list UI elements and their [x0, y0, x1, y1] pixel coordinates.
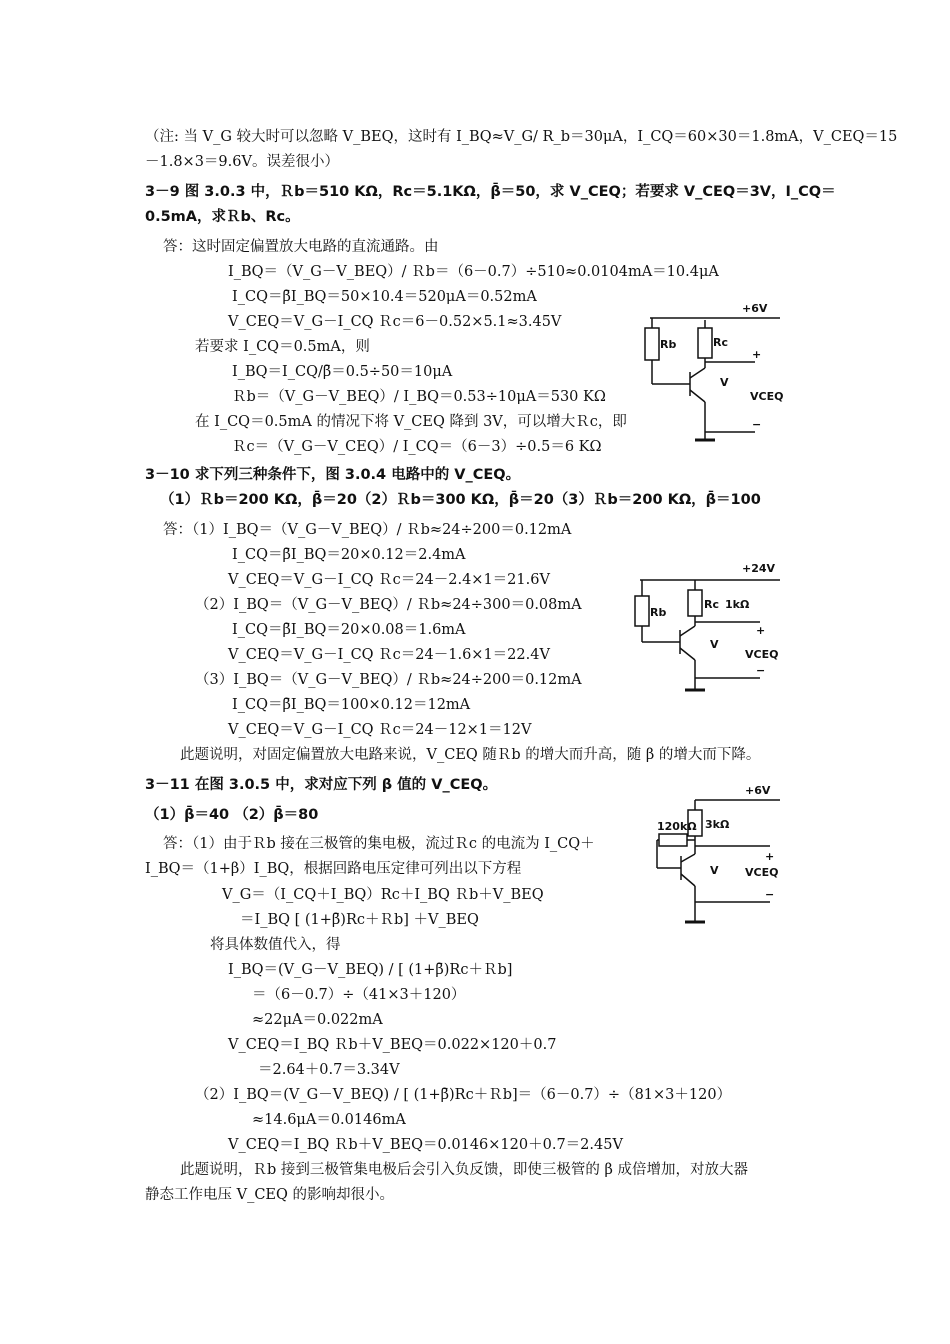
equation-line: V_CEQ＝I_BQ Ｒb＋V_BEQ＝0.022×120＋0.7 [228, 1037, 557, 1053]
question-heading: （1）β̄＝40 （2）β̄＝80 [145, 807, 319, 823]
circuit-figure-3-0-5 [655, 782, 785, 932]
v-label: V [710, 864, 719, 877]
supply-label: +6V [742, 302, 768, 315]
circuit-figure-3-0-3 [640, 300, 790, 450]
rb-value: 120kΩ [657, 820, 697, 833]
supply-label: +24V [742, 562, 776, 575]
question-heading: 0.5mA，求Ｒb、Rc。 [145, 209, 300, 225]
equation-line: I_CQ＝β̄I_BQ＝50×10.4＝520μA＝0.52mA [232, 289, 537, 305]
vceq-label: VCEQ [745, 866, 779, 879]
text-line: 答：（1）由于Ｒb 接在三极管的集电极，流过Ｒc 的电流为 I_CQ＋ [163, 836, 595, 852]
circuit-figure-3-0-4 [630, 560, 790, 700]
question-heading: （1）Ｒb＝200 KΩ，β̄＝20（2）Ｒb＝300 KΩ，β̄＝20（3）Ｒb＝200 KΩ，β̄＝100 [160, 492, 761, 508]
minus-sign: − [752, 418, 762, 431]
rc-label: Rc [713, 336, 728, 349]
equation-line: V_CEQ＝V_G－I_CQ Ｒc＝24－2.4×1＝21.6V [228, 572, 550, 588]
minus-sign: − [765, 888, 775, 901]
equation-line: Ｒb＝（V_G－V_BEQ）/ I_BQ＝0.53÷10μA＝530 KΩ [232, 389, 606, 405]
equation-line: Ｒc＝（V_G－V_CEQ）/ I_CQ＝（6－3）÷0.5＝6 KΩ [232, 439, 602, 455]
equation-line: ≈22μA＝0.022mA [252, 1012, 383, 1028]
equation-line: I_BQ＝（V_G－V_BEQ）/ Ｒb＝（6－0.7）÷510≈0.0104mA＝10.4μA [228, 264, 719, 280]
equation-line: I_CQ＝β̄I_BQ＝100×0.12＝12mA [232, 697, 471, 713]
vceq-label: VCEQ [750, 390, 784, 403]
equation-line: I_CQ＝β̄I_BQ＝20×0.12＝2.4mA [232, 547, 466, 563]
question-heading: 3－11 在图 3.0.5 中，求对应下列 β 值的 V_CEQ。 [145, 777, 498, 793]
rc-value: 1kΩ [725, 598, 750, 611]
text-line: 将具体数值代入，得 [210, 937, 341, 953]
supply-label: +6V [745, 784, 771, 797]
text-line: －1.8×3＝9.6V。误差很小） [145, 154, 339, 170]
text-line: I_BQ＝（1+β）I_BQ，根据回路电压定律可列出以下方程 [145, 861, 522, 877]
equation-line: ＝I_BQ [ (1+β̄)Rc＋Ｒb] ＋V_BEQ [240, 912, 479, 928]
rb-label: Rb [660, 338, 677, 351]
equation-line: I_CQ＝β̄I_BQ＝20×0.08＝1.6mA [232, 622, 466, 638]
equation-line: V_CEQ＝V_G－I_CQ Ｒc＝24－1.6×1＝22.4V [228, 647, 550, 663]
minus-sign: − [756, 664, 766, 677]
equation-line: （2）I_BQ＝（V_G－V_BEQ）/ Ｒb≈24÷300＝0.08mA [195, 597, 582, 613]
text-line: 此题说明，对固定偏置放大电路来说，V_CEQ 随Ｒb 的增大而升高，随 β 的增大而下降。 [180, 747, 761, 763]
question-heading: 3－10 求下列三种条件下，图 3.0.4 电路中的 V_CEQ。 [145, 467, 521, 483]
equation-line: ＝（6－0.7）÷（41×3＋120） [252, 987, 466, 1003]
text-line: 答：这时固定偏置放大电路的直流通路。由 [163, 239, 439, 255]
rb-label: Rb [650, 606, 667, 619]
equation-line: V_G＝（I_CQ＋I_BQ）Rc＋I_BQ Ｒb＋V_BEQ [222, 887, 544, 903]
rc-label: Rc [704, 598, 719, 611]
equation-line: ＝2.64＋0.7＝3.34V [258, 1062, 400, 1078]
text-line: 此题说明，Ｒb 接到三极管集电极后会引入负反馈，即使三极管的 β 成倍增加，对放大器 [180, 1162, 748, 1178]
equation-line: I_BQ＝I_CQ/β̄＝0.5÷50＝10μA [232, 364, 453, 380]
v-label: V [720, 376, 729, 389]
equation-line: I_BQ＝(V_G－V_BEQ) / [ (1+β̄)Rc＋Ｒb] [228, 962, 513, 978]
rc-value: 3kΩ [705, 818, 730, 831]
plus-sign: + [752, 348, 762, 361]
text-line: 若要求 I_CQ＝0.5mA，则 [195, 339, 370, 355]
plus-sign: + [765, 850, 775, 863]
plus-sign: + [756, 624, 766, 637]
text-line: 静态工作电压 V_CEQ 的影响却很小。 [145, 1187, 395, 1203]
equation-line: （2）I_BQ＝(V_G－V_BEQ) / [ (1+β̄)Rc＋Ｒb]＝（6－0.7）÷（81×3＋120） [195, 1087, 732, 1103]
equation-line: ≈14.6μA＝0.0146mA [252, 1112, 406, 1128]
question-heading: 3－9 图 3.0.3 中，Ｒb＝510 KΩ，Rc＝5.1KΩ，β̄＝50，求 V_CEQ；若要求 V_CEQ＝3V，I_CQ＝ [145, 184, 836, 200]
v-label: V [710, 638, 719, 651]
text-line: 在 I_CQ＝0.5mA 的情况下将 V_CEQ 降到 3V，可以增大Ｒc，即 [195, 414, 627, 430]
vceq-label: VCEQ [745, 648, 779, 661]
text-line: （注: 当 V_G 较大时可以忽略 V_BEQ，这时有 I_BQ≈V_G/ R_b＝30μA，I_CQ＝60×30＝1.8mA，V_CEQ＝15 [145, 129, 898, 145]
equation-line: V_CEQ＝I_BQ Ｒb＋V_BEQ＝0.0146×120＋0.7＝2.45V [228, 1137, 623, 1153]
text-line: 答：（1）I_BQ＝（V_G－V_BEQ）/ Ｒb≈24÷200＝0.12mA [163, 522, 572, 538]
equation-line: V_CEQ＝V_G－I_CQ Ｒc＝6－0.52×5.1≈3.45V [228, 314, 562, 330]
equation-line: （3）I_BQ＝（V_G－V_BEQ）/ Ｒb≈24÷200＝0.12mA [195, 672, 582, 688]
equation-line: V_CEQ＝V_G－I_CQ Ｒc＝24－12×1＝12V [228, 722, 532, 738]
